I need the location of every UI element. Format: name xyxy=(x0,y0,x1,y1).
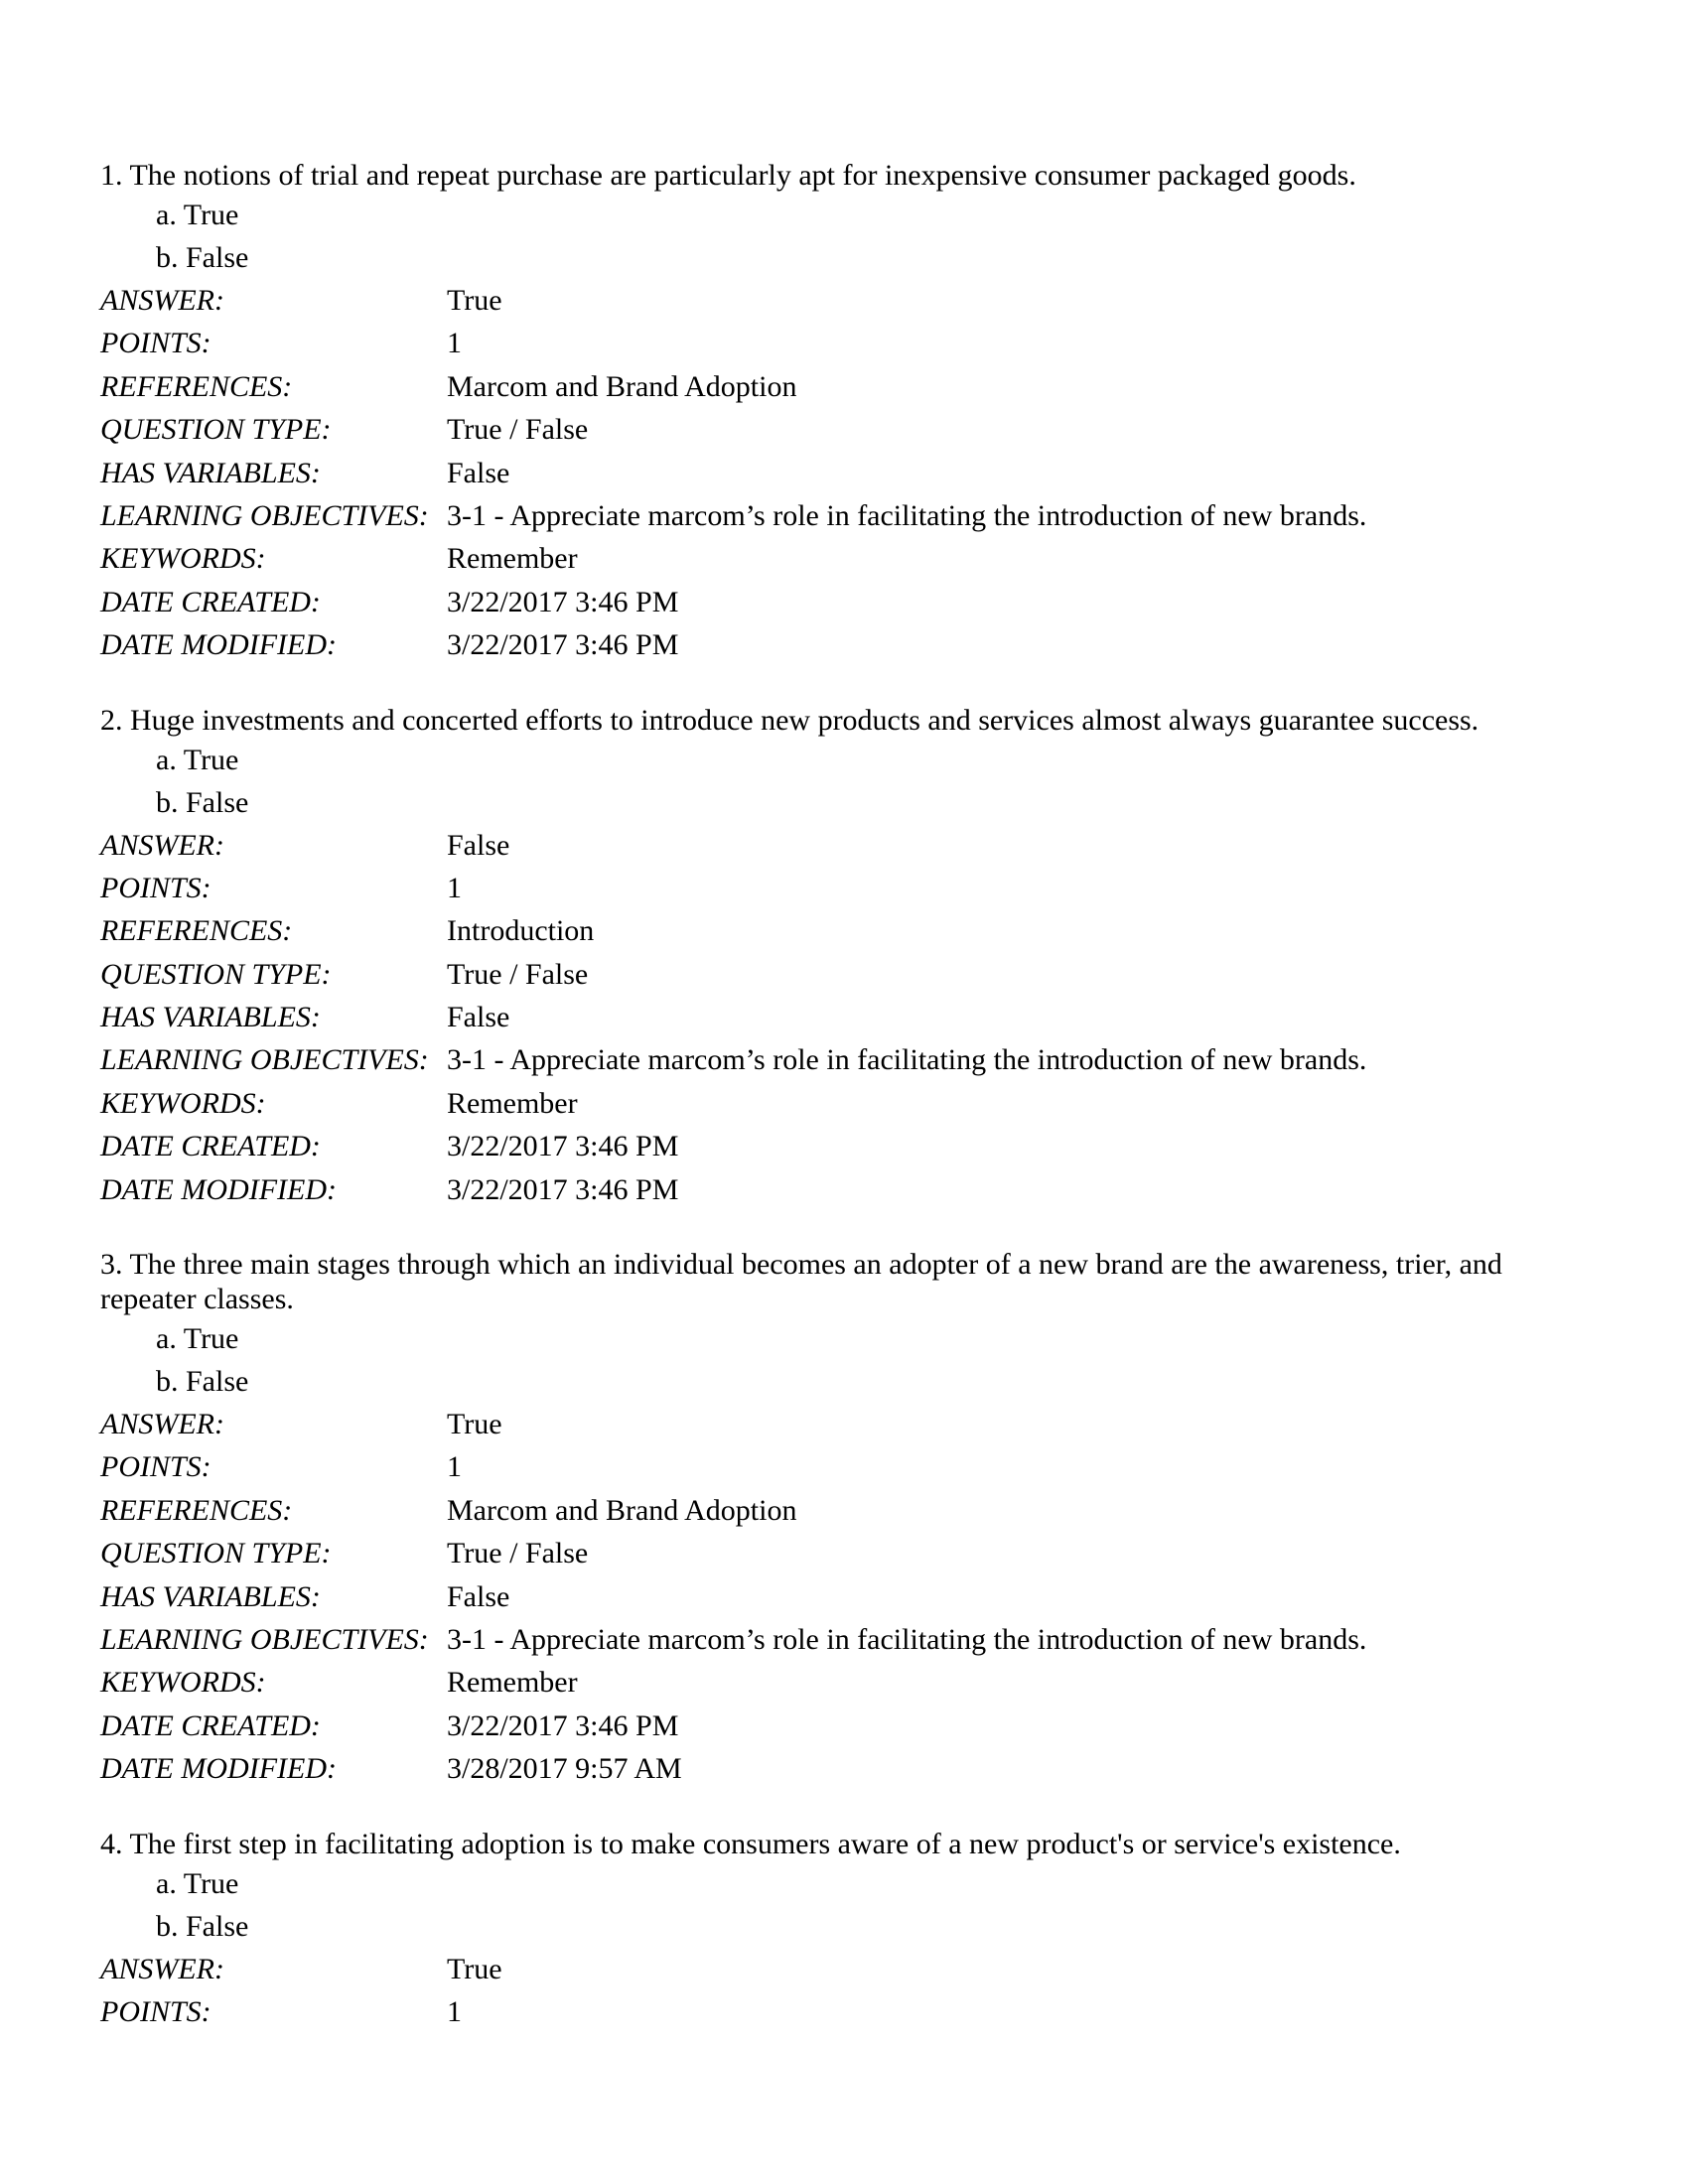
option-true xyxy=(100,194,1579,236)
meta-points xyxy=(100,322,1579,364)
option-false xyxy=(100,781,1579,824)
option-label: False xyxy=(186,1365,249,1399)
meta-value: False xyxy=(447,456,510,489)
meta-references xyxy=(100,365,1579,408)
meta-keywords xyxy=(100,1661,1579,1704)
meta-date-created xyxy=(100,1125,1579,1167)
answer-options xyxy=(100,739,1579,824)
question-prompt: The first step in facilitating adoption is to make consumers aware of a new product's or service's existence. xyxy=(129,1827,1401,1860)
meta-label: LEARNING OBJECTIVES: xyxy=(100,498,429,532)
option-label: True xyxy=(183,743,239,776)
option-false xyxy=(100,1360,1579,1403)
meta-label: ANSWER: xyxy=(100,1408,224,1441)
meta-keywords xyxy=(100,1082,1579,1125)
meta-value: 3/22/2017 3:46 PM xyxy=(447,628,679,662)
question-text xyxy=(100,703,1579,739)
meta-value: True xyxy=(447,1408,502,1441)
meta-answer xyxy=(100,279,1579,322)
meta-answer xyxy=(100,824,1579,867)
question-4 xyxy=(100,1827,1579,2034)
option-letter: a. xyxy=(156,1866,177,1900)
option-label: False xyxy=(186,1909,249,1943)
meta-value: Marcom and Brand Adoption xyxy=(447,1493,797,1527)
meta-label: DATE CREATED: xyxy=(100,1130,321,1163)
meta-has-variables xyxy=(100,452,1579,494)
meta-value: 1 xyxy=(447,1994,462,2028)
meta-value: Remember xyxy=(447,542,578,576)
meta-value: 1 xyxy=(447,871,462,904)
question-1 xyxy=(100,158,1579,667)
option-label: True xyxy=(183,199,239,231)
question-prompt: The notions of trial and repeat purchase are particularly apt for inexpensive consumer packaged goods. xyxy=(129,159,1356,192)
meta-label: DATE CREATED: xyxy=(100,1708,321,1742)
meta-value: True xyxy=(447,284,502,317)
meta-label: DATE CREATED: xyxy=(100,585,321,618)
meta-label: QUESTION TYPE: xyxy=(100,1537,332,1570)
question-prompt: Huge investments and concerted efforts to introduce new products and services almost always guarantee success. xyxy=(130,703,1479,737)
meta-value: 3/22/2017 3:46 PM xyxy=(447,1172,679,1206)
meta-value: Marcom and Brand Adoption xyxy=(447,369,797,403)
meta-value: Remember xyxy=(447,1666,578,1700)
meta-value: False xyxy=(447,1579,510,1613)
meta-label: ANSWER: xyxy=(100,284,224,317)
meta-value: False xyxy=(447,828,510,862)
meta-points xyxy=(100,867,1579,909)
meta-label: DATE MODIFIED: xyxy=(100,1752,337,1786)
answer-options xyxy=(100,194,1579,279)
meta-label: KEYWORDS: xyxy=(100,1086,266,1120)
meta-value: 3/22/2017 3:46 PM xyxy=(447,1130,679,1163)
meta-value: 3/28/2017 9:57 AM xyxy=(447,1752,682,1786)
meta-value: True xyxy=(447,1952,502,1985)
question-text xyxy=(100,1827,1579,1862)
question-text xyxy=(100,158,1579,194)
meta-label: POINTS: xyxy=(100,1994,211,2028)
question-2 xyxy=(100,703,1579,1212)
meta-label: ANSWER: xyxy=(100,828,224,862)
option-letter: b. xyxy=(156,1365,179,1399)
option-true xyxy=(100,739,1579,781)
question-bank-page xyxy=(100,158,1579,2033)
meta-date-created xyxy=(100,581,1579,623)
meta-value: True / False xyxy=(447,957,589,991)
option-letter: a. xyxy=(156,1322,177,1356)
meta-question-type xyxy=(100,1532,1579,1574)
meta-has-variables xyxy=(100,1575,1579,1618)
meta-label: POINTS: xyxy=(100,327,211,360)
meta-question-type xyxy=(100,953,1579,996)
option-letter: b. xyxy=(156,241,179,274)
question-metadata xyxy=(100,824,1579,1212)
meta-value: 1 xyxy=(447,327,462,360)
meta-value: 3/22/2017 3:46 PM xyxy=(447,585,679,618)
meta-question-type xyxy=(100,408,1579,451)
option-label: False xyxy=(186,785,249,819)
meta-value: 3-1 - Appreciate marcom’s role in facilitating the introduction of new brands. xyxy=(447,498,1367,532)
option-letter: b. xyxy=(156,1909,179,1943)
question-prompt: The three main stages through which an individual becomes an adopter of a new brand are the awareness, trier, and repeater classes. xyxy=(100,1248,1502,1316)
meta-label: DATE MODIFIED: xyxy=(100,1172,337,1206)
meta-label: KEYWORDS: xyxy=(100,1666,266,1700)
answer-options xyxy=(100,1862,1579,1948)
meta-label: LEARNING OBJECTIVES: xyxy=(100,1043,429,1077)
meta-value: False xyxy=(447,1001,510,1034)
meta-keywords xyxy=(100,537,1579,580)
meta-label: HAS VARIABLES: xyxy=(100,456,321,489)
meta-value: Remember xyxy=(447,1086,578,1120)
meta-answer xyxy=(100,1948,1579,1990)
option-letter: a. xyxy=(156,199,177,231)
meta-label: POINTS: xyxy=(100,871,211,904)
question-text xyxy=(100,1247,1579,1317)
meta-date-modified xyxy=(100,623,1579,666)
meta-learning-objectives xyxy=(100,1038,1579,1081)
meta-points xyxy=(100,1990,1579,2033)
meta-label: DATE MODIFIED: xyxy=(100,628,337,662)
meta-label: QUESTION TYPE: xyxy=(100,413,332,447)
meta-references xyxy=(100,909,1579,952)
option-true xyxy=(100,1317,1579,1360)
answer-options xyxy=(100,1317,1579,1403)
meta-value: True / False xyxy=(447,413,589,447)
meta-date-modified xyxy=(100,1747,1579,1790)
question-number: 3. xyxy=(100,1248,123,1282)
meta-label: KEYWORDS: xyxy=(100,542,266,576)
meta-value: True / False xyxy=(447,1537,589,1570)
meta-label: HAS VARIABLES: xyxy=(100,1001,321,1034)
meta-label: ANSWER: xyxy=(100,1952,224,1985)
meta-date-created xyxy=(100,1705,1579,1747)
option-false xyxy=(100,1905,1579,1948)
meta-answer xyxy=(100,1403,1579,1445)
meta-value: 3/22/2017 3:46 PM xyxy=(447,1708,679,1742)
option-true xyxy=(100,1862,1579,1905)
meta-references xyxy=(100,1489,1579,1532)
meta-learning-objectives xyxy=(100,1618,1579,1661)
meta-learning-objectives xyxy=(100,494,1579,537)
option-label: False xyxy=(186,241,249,274)
option-letter: b. xyxy=(156,785,179,819)
question-metadata xyxy=(100,279,1579,667)
meta-label: QUESTION TYPE: xyxy=(100,957,332,991)
meta-label: HAS VARIABLES: xyxy=(100,1579,321,1613)
question-number: 1. xyxy=(100,159,123,192)
meta-label: POINTS: xyxy=(100,1450,211,1484)
meta-label: REFERENCES: xyxy=(100,1493,293,1527)
meta-value: 3-1 - Appreciate marcom’s role in facilitating the introduction of new brands. xyxy=(447,1043,1367,1077)
meta-date-modified xyxy=(100,1168,1579,1211)
question-metadata xyxy=(100,1403,1579,1791)
option-label: True xyxy=(183,1866,239,1900)
question-number: 2. xyxy=(100,703,123,737)
option-label: True xyxy=(183,1322,239,1356)
meta-has-variables xyxy=(100,996,1579,1038)
meta-points xyxy=(100,1445,1579,1488)
option-false xyxy=(100,236,1579,279)
question-metadata xyxy=(100,1948,1579,2034)
meta-value: 1 xyxy=(447,1450,462,1484)
meta-label: REFERENCES: xyxy=(100,369,293,403)
meta-label: LEARNING OBJECTIVES: xyxy=(100,1622,429,1656)
meta-label: REFERENCES: xyxy=(100,914,293,948)
option-letter: a. xyxy=(156,743,177,776)
question-3 xyxy=(100,1247,1579,1791)
meta-value: 3-1 - Appreciate marcom’s role in facilitating the introduction of new brands. xyxy=(447,1622,1367,1656)
question-number: 4. xyxy=(100,1827,123,1860)
meta-value: Introduction xyxy=(447,914,595,948)
